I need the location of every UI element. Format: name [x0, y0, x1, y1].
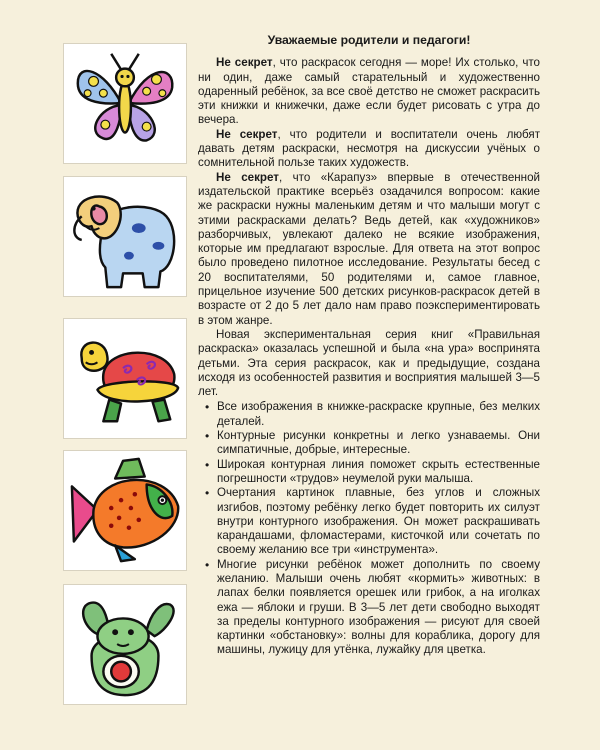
paragraph-text: Новая экспериментальная серия книг «Правильная раскраска» оказалась успешной и была «на ура» воспринята детьми. Эта серия раскрасок, как и предыдущие, создана исходя из особенностей развития и восприятия малышей 3—5 лет. — [198, 327, 540, 399]
paragraph-lead: Не секрет — [216, 170, 279, 184]
paragraph-text: , что родители и воспитатели очень любят давать детям раскраски, несмотря на дискуссии учёных о сомнительной пользе таких художеств. — [198, 127, 540, 170]
feature-list — [198, 400, 540, 657]
text-column — [198, 30, 540, 658]
bunny-illustration — [63, 584, 187, 705]
list-item: • Все изображения в книжке-раскраске крупные, без мелких деталей. — [198, 400, 540, 429]
paragraph-lead: Не секрет — [216, 127, 278, 141]
paragraph-3 — [198, 171, 540, 328]
list-item: • Контурные рисунки конкретны и легко узнаваемы. Они симпатичные, добрые, интересные. — [198, 429, 540, 458]
paragraph-text: , что «Карапуз» впервые в отечественной издательской практике всерьёз озадачился вопросом: какие же раскраски нужны маленьким детям и что малыши могут с этими раскрасками делать? Ведь детей, как «художников» разборчивых, увлекают далеко не всякие изображения, которые им предлагают взрослые. Для ответа на этот вопрос было проведено пилотное исследование. Результаты бесед с 20 воспитателями, 50 родителями и, самое главное, прицельное изучение 500 детских рисунков-раскрасок детей в возрасте от 2 до 5 лет дало нам право поэкспериментировать в этом жанре. — [198, 170, 540, 327]
list-item: • Многие рисунки ребёнок может дополнить по своему желанию. Малыши очень любят «кормить» животных: в лапах белки появляется орешек или грибок, а на иголках ежа — яблоки и груши. В 3—5 лет дети свободно выходят за пределы контурного изображения — рисуют для своей картинки «обстановку»: волны для кораблика, дорогу для машины, лужицу для утёнка, лужайку для цветка. — [198, 558, 540, 658]
paragraph-lead: Не секрет — [216, 56, 273, 70]
paragraph-1 — [198, 56, 540, 127]
butterfly-illustration — [63, 43, 187, 164]
elephant-illustration — [63, 176, 187, 297]
paragraph-2 — [198, 128, 540, 171]
fish-illustration — [63, 450, 187, 571]
turtle-illustration — [63, 318, 187, 439]
page-title: Уважаемые родители и педагоги! — [267, 33, 471, 47]
paragraph-4 — [198, 328, 540, 399]
list-item: • Очертания картинок плавные, без углов и сложных изгибов, поэтому ребёнку легко будет повторить их силуэт внутри контурного изображения. Он может раскрашивать карандашами, фломастерами, кисточкой или сочетать по своему желанию все три «инструмента». — [198, 486, 540, 557]
paragraph-text: , что раскрасок сегодня — море! Их столько, что ни один, даже самый старательный и художественно одаренный ребёнок, за все своё детство не сможет раскрасить эти книжки и книжечки, даже если будет рисовать с утра до вечера. — [198, 56, 541, 127]
list-item: • Широкая контурная линия поможет скрыть естественные погрешности «трудов» неумелой руки малыша. — [198, 458, 540, 487]
